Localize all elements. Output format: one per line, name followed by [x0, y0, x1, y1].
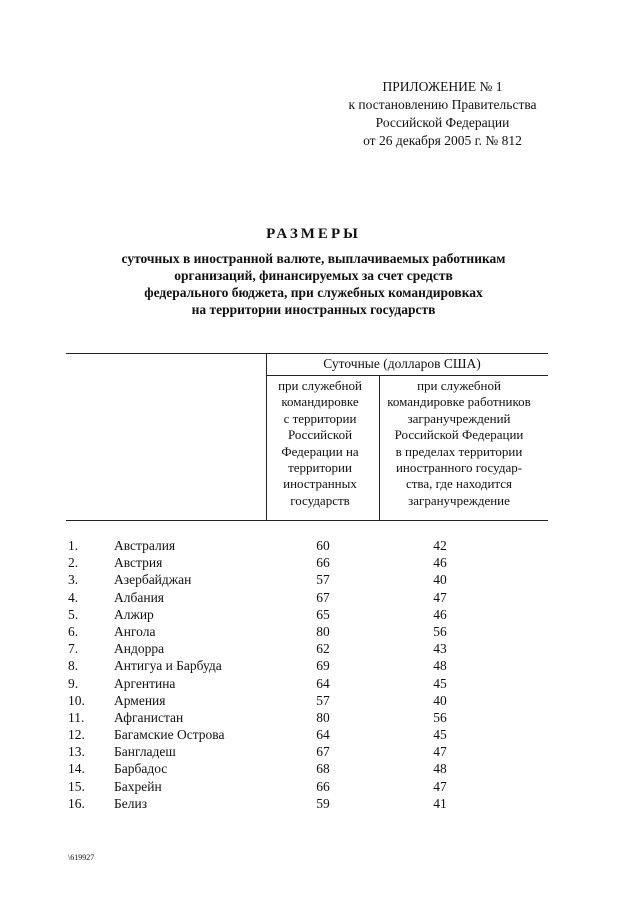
- per-diem-domestic: 69: [316, 658, 330, 674]
- per-diem-abroad: 45: [433, 727, 447, 743]
- group-header-rule: [266, 375, 548, 376]
- column-header-line: в пределах территории: [395, 443, 523, 459]
- row-number: 6.: [68, 623, 79, 639]
- column-header-abroad: [380, 378, 538, 509]
- row-number: 10.: [68, 692, 85, 708]
- per-diem-abroad: 56: [433, 709, 447, 725]
- per-diem-abroad: 47: [433, 744, 447, 760]
- table-row: [0, 726, 640, 743]
- table-row: [0, 571, 640, 588]
- country-name: Бахрейн: [114, 778, 162, 794]
- per-diem-domestic: 66: [316, 555, 330, 571]
- document-subtitle: [0, 250, 627, 318]
- table-row: [0, 692, 640, 709]
- country-name: Андорра: [114, 641, 165, 657]
- column-header-line: загранучреждений: [407, 410, 511, 426]
- per-diem-domestic: 64: [316, 675, 330, 691]
- per-diem-domestic: 80: [316, 709, 330, 725]
- row-number: 2.: [68, 555, 79, 571]
- per-diem-domestic: 67: [316, 744, 330, 760]
- column-header-line: при служебной: [278, 378, 362, 393]
- per-diem-abroad: 46: [433, 606, 447, 622]
- per-diem-abroad: 43: [433, 641, 447, 657]
- per-diem-abroad: 48: [433, 658, 447, 674]
- table-top-rule: [66, 353, 548, 354]
- country-name: Багамские Острова: [114, 727, 225, 743]
- column-header-line: Российской Федерации: [394, 427, 524, 443]
- per-diem-domestic: 62: [316, 641, 330, 657]
- column-header-line: командировке работников: [387, 394, 531, 410]
- row-number: 14.: [68, 761, 85, 777]
- per-diem-domestic: 66: [316, 778, 330, 794]
- column-header-line: при служебной: [417, 378, 501, 393]
- country-name: Азербайджан: [114, 572, 192, 588]
- table-row: [0, 657, 640, 674]
- column-header-line: командировке: [281, 394, 359, 410]
- subtitle-line: на территории иностранных государств: [191, 302, 436, 317]
- country-name: Белиз: [114, 795, 148, 811]
- country-name: Барбадос: [114, 761, 168, 777]
- per-diem-domestic: 60: [316, 538, 330, 553]
- per-diem-abroad: 42: [433, 538, 447, 553]
- per-diem-abroad: 45: [433, 675, 447, 691]
- row-number: 9.: [68, 675, 79, 691]
- column-header-line: с территории: [283, 410, 357, 426]
- row-number: 12.: [68, 727, 85, 743]
- per-diem-abroad: 47: [433, 589, 447, 605]
- per-diem-domestic: 59: [316, 795, 330, 811]
- row-number: 15.: [68, 778, 85, 794]
- per-diem-abroad: 41: [433, 795, 447, 811]
- table-row: [0, 743, 640, 760]
- subtitle-line: суточных в иностранной валюте, выплачиваемых работникам: [121, 251, 506, 266]
- annex-line: от 26 декабря 2005 г. № 812: [363, 133, 522, 148]
- annex-title: ПРИЛОЖЕНИЕ № 1: [382, 79, 503, 94]
- country-name: Антигуа и Барбуда: [114, 658, 222, 674]
- row-number: 1.: [68, 538, 79, 553]
- country-name: Бангладеш: [114, 744, 176, 760]
- country-name: Албания: [114, 589, 165, 605]
- per-diem-domestic: 64: [316, 727, 330, 743]
- per-diem-domestic: 67: [316, 589, 330, 605]
- table-row: [0, 795, 640, 812]
- row-number: 3.: [68, 572, 79, 588]
- annex-line: к постановлению Правительства: [348, 97, 537, 112]
- table-row: [0, 709, 640, 726]
- country-name: Армения: [114, 692, 166, 708]
- country-name: Афганистан: [114, 709, 184, 725]
- column-header-domestic: [262, 378, 378, 509]
- table-row: [0, 675, 640, 692]
- per-diem-domestic: 80: [316, 623, 330, 639]
- per-diem-abroad: 48: [433, 761, 447, 777]
- per-diem-domestic: 68: [316, 761, 330, 777]
- row-number: 16.: [68, 795, 85, 811]
- row-number: 8.: [68, 658, 79, 674]
- table-row: [0, 640, 640, 657]
- column-header-line: территории: [288, 460, 352, 476]
- header-bottom-rule: [66, 520, 548, 521]
- column-header-line: загранучреждение: [408, 492, 510, 508]
- subtitle-line: организаций, финансируемых за счет средств: [174, 268, 453, 283]
- table-row: [0, 760, 640, 777]
- per-diem-abroad: 46: [433, 555, 447, 571]
- column-header-line: Федерации на: [281, 443, 359, 459]
- country-name: Австралия: [114, 538, 176, 553]
- per-diem-domestic: 65: [316, 606, 330, 622]
- country-name: Алжир: [114, 606, 154, 622]
- per-diem-abroad: 56: [433, 623, 447, 639]
- per-diem-domestic: 57: [316, 692, 330, 708]
- table-row: [0, 537, 640, 554]
- per-diem-abroad: 40: [433, 572, 447, 588]
- country-name: Ангола: [114, 623, 156, 639]
- country-name: Австрия: [114, 555, 163, 571]
- row-number: 4.: [68, 589, 79, 605]
- per-diem-abroad: 47: [433, 778, 447, 794]
- column-header-line: иностранных: [283, 476, 357, 492]
- country-name: Аргентина: [114, 675, 176, 691]
- column-header-line: государств: [290, 492, 350, 508]
- document-code: \619927: [68, 853, 95, 862]
- per-diem-abroad: 40: [433, 692, 447, 708]
- annex-block: [330, 78, 555, 150]
- column-header-line: иностранного государ-: [395, 460, 523, 476]
- subtitle-line: федерального бюджета, при служебных командировках: [144, 285, 483, 300]
- table-row: [0, 623, 640, 640]
- document-title: РАЗМЕРЫ: [266, 226, 361, 242]
- group-header: Суточные (долларов США): [323, 356, 481, 371]
- row-number: 5.: [68, 606, 79, 622]
- row-number: 13.: [68, 744, 85, 760]
- per-diem-domestic: 57: [316, 572, 330, 588]
- table-row: [0, 778, 640, 795]
- table-row: [0, 554, 640, 571]
- table-body: [0, 537, 640, 812]
- column-header-line: ства, где находится: [405, 476, 513, 492]
- row-number: 11.: [68, 709, 85, 725]
- row-number: 7.: [68, 641, 79, 657]
- column-header-line: Российской: [287, 427, 353, 443]
- table-row: [0, 589, 640, 606]
- table-row: [0, 606, 640, 623]
- annex-line: Российской Федерации: [375, 115, 510, 130]
